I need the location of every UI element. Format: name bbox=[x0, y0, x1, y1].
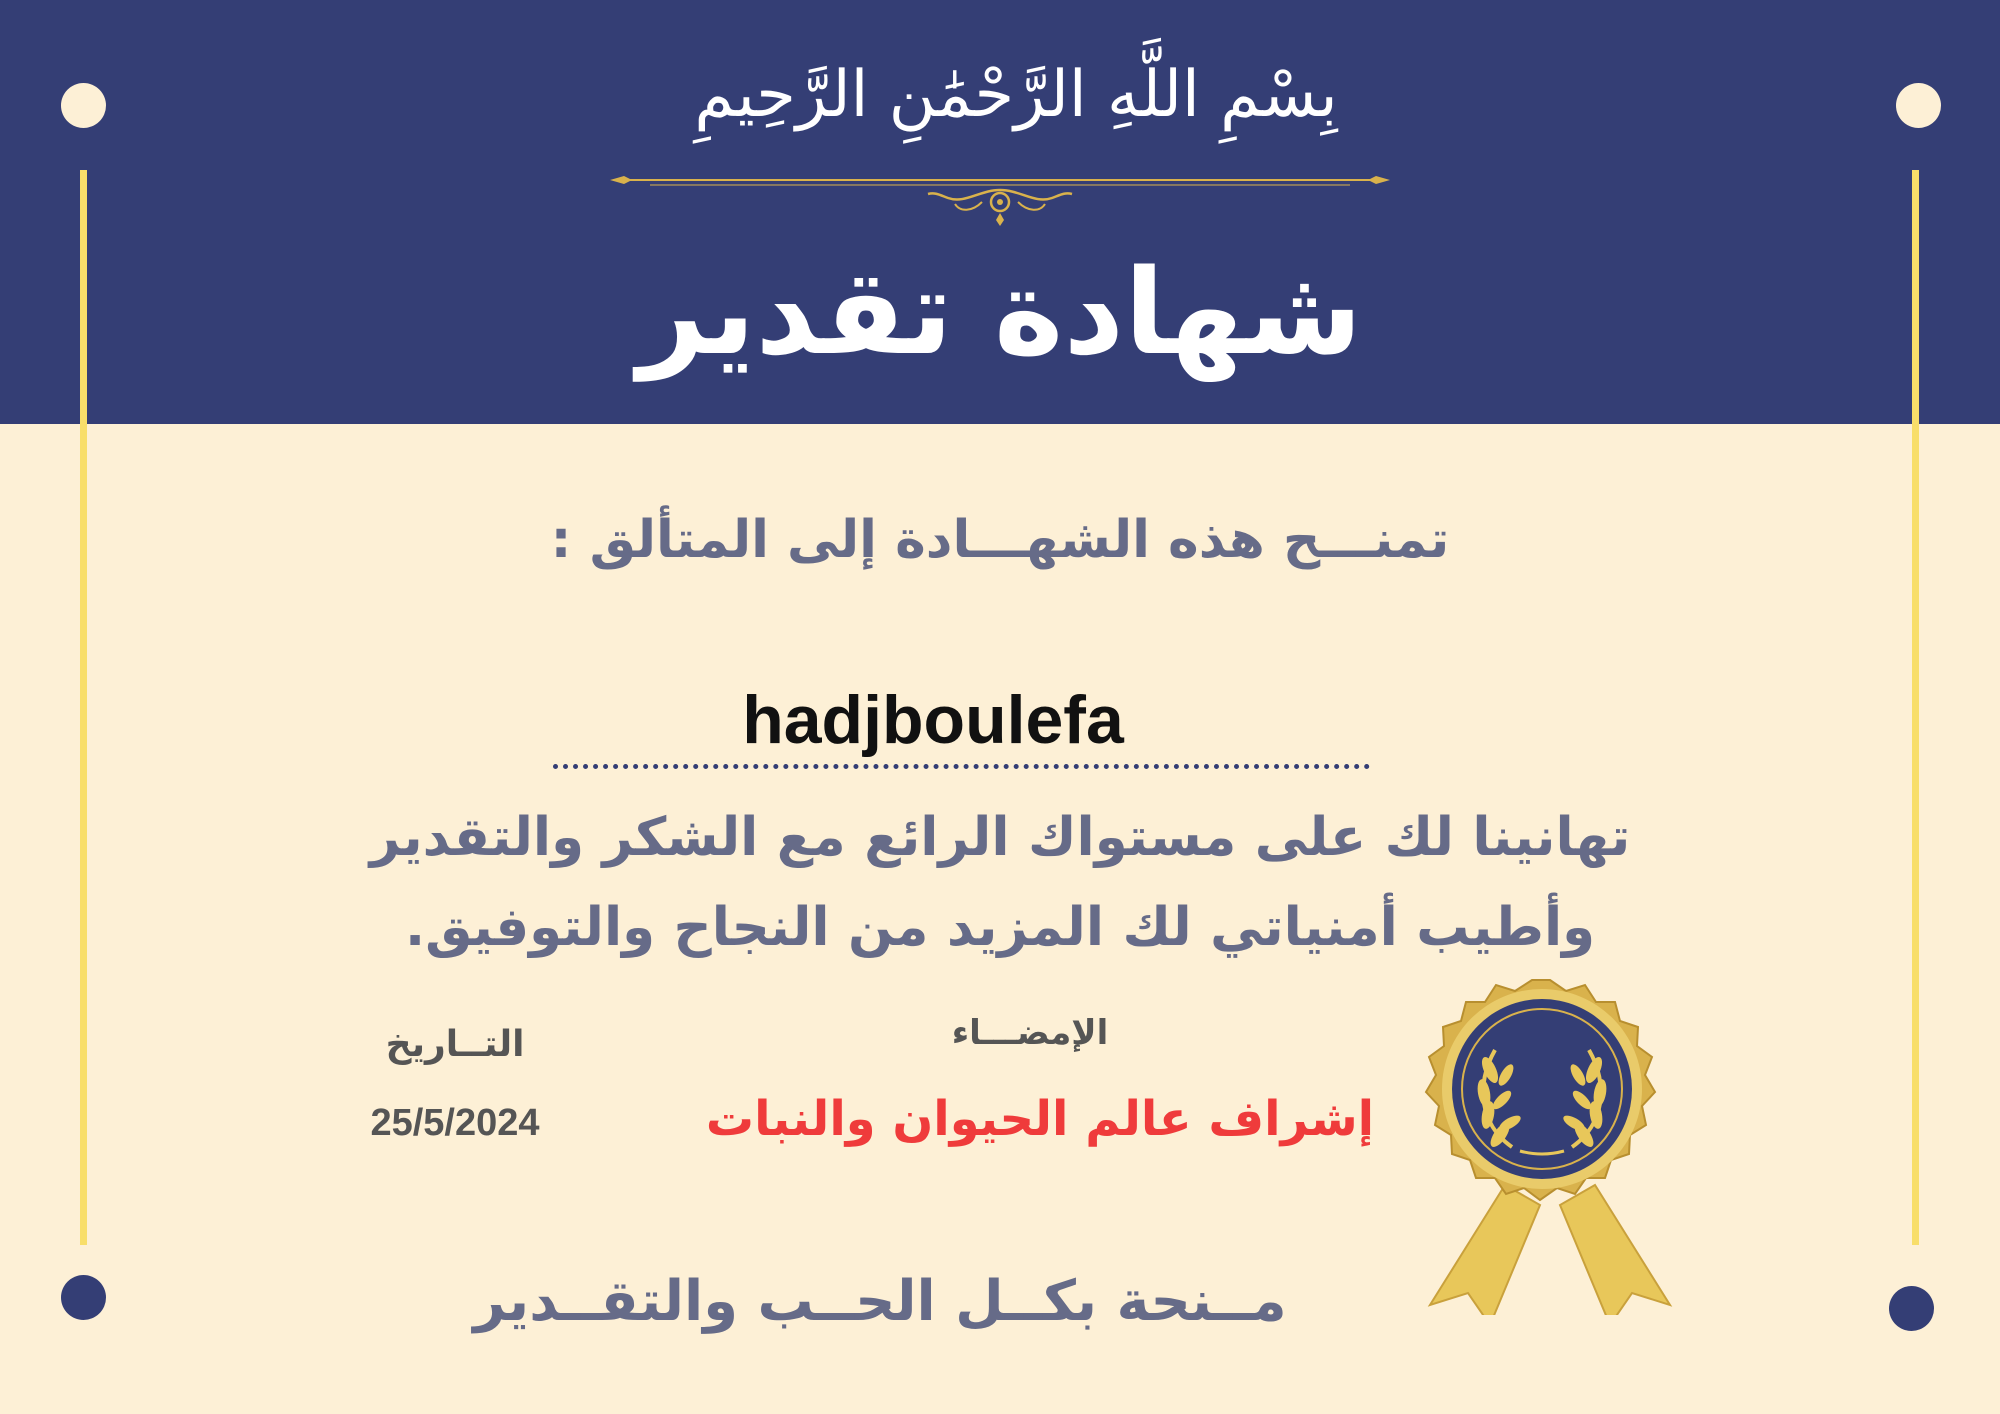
footer-dedication: مــنحة بكــل الحــب والتقــدير bbox=[473, 1269, 1287, 1334]
decorative-divider-icon bbox=[610, 168, 1390, 233]
award-seal-icon bbox=[1420, 975, 1680, 1315]
intro-text: تمنـــح هذه الشهـــادة إلى المتألق : bbox=[550, 510, 1450, 570]
signature-value: إشراف عالم الحيوان والنبات bbox=[705, 1091, 1375, 1147]
certificate-title: شهادة تقدير bbox=[637, 243, 1363, 381]
top-right-dot bbox=[1896, 83, 1941, 128]
message-line-1: تهانينا لك على مستواك الرائع مع الشكر والتقدير bbox=[369, 807, 1631, 868]
congratulation-message bbox=[300, 793, 1700, 973]
basmala-calligraphy: بِسْمِ اللَّهِ الرَّحْمَٰنِ الرَّحِيمِ bbox=[694, 58, 1338, 132]
bottom-left-dot bbox=[61, 1275, 106, 1320]
bottom-right-dot bbox=[1889, 1286, 1934, 1331]
date-label: التــاريخ bbox=[385, 1024, 525, 1065]
name-dotted-line bbox=[553, 764, 1370, 769]
recipient-name: hadjboulefa bbox=[742, 682, 1124, 758]
message-line-2: وأطيب أمنياتي لك المزيد من النجاح والتوفيق. bbox=[404, 897, 1596, 958]
date-value: 25/5/2024 bbox=[370, 1102, 540, 1144]
top-left-dot bbox=[61, 83, 106, 128]
signature-label: الإمضـــاء bbox=[951, 1013, 1109, 1053]
